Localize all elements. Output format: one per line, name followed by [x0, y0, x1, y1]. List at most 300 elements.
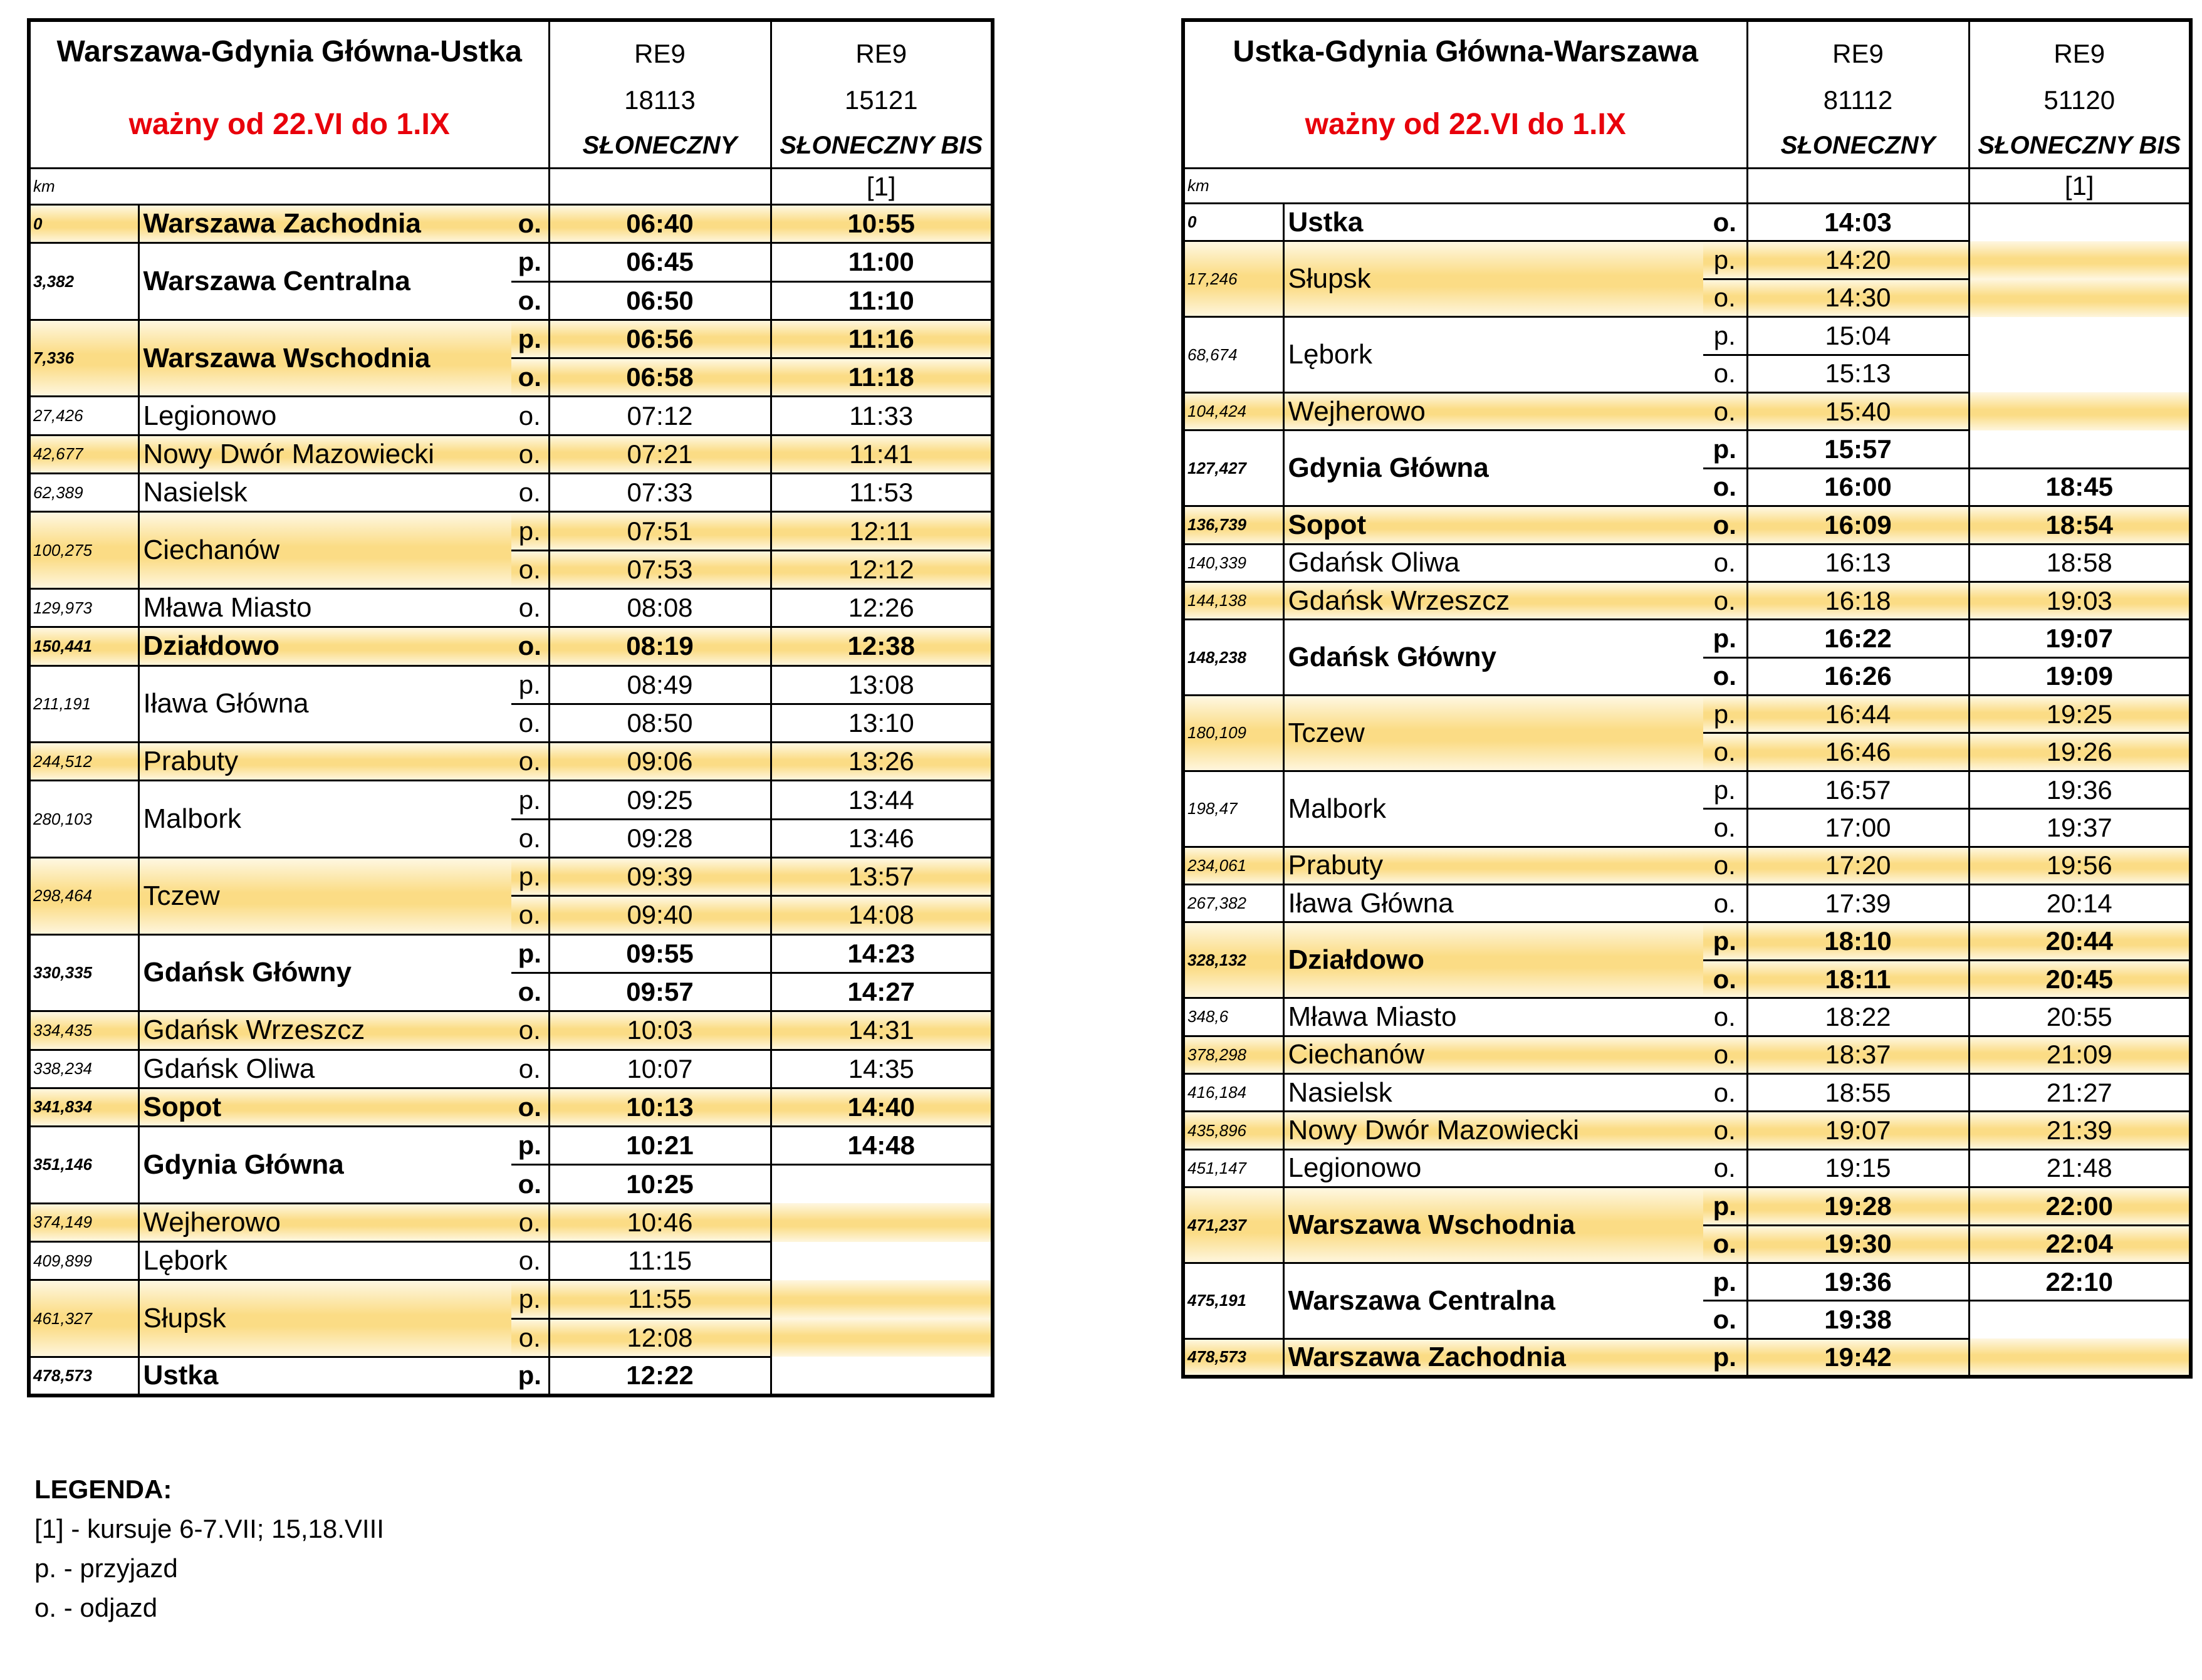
time-train-2: 21:27	[1969, 1073, 2191, 1111]
arrival-departure-mark: o.	[511, 550, 549, 588]
arrival-departure-mark: o.	[511, 1318, 549, 1357]
table-row	[1183, 1112, 2191, 1149]
station-name: Warszawa Wschodnia	[138, 320, 511, 397]
time-train-2: 19:36	[1969, 771, 2191, 808]
arrival-departure-mark: o.	[511, 358, 549, 397]
table-row	[29, 665, 993, 704]
time-train-1: 14:20	[1747, 241, 1969, 279]
time-train-2: 12:38	[771, 627, 993, 665]
time-train-1: 09:55	[549, 934, 771, 973]
km-value: 140,339	[1183, 544, 1283, 582]
arrival-departure-mark: p.	[1703, 1187, 1747, 1225]
arrival-departure-mark: o.	[1703, 809, 1747, 847]
station-name: Wejherowo	[138, 1203, 511, 1241]
time-train-1: 10:07	[549, 1050, 771, 1088]
table-row	[29, 320, 993, 358]
time-train-1: 09:40	[549, 896, 771, 934]
km-value: 435,896	[1183, 1112, 1283, 1149]
train-category: RE9	[855, 39, 907, 68]
time-train-1: 19:36	[1747, 1263, 1969, 1300]
train-header	[549, 20, 771, 169]
time-train-2: 14:35	[771, 1050, 993, 1088]
station-name: Mława Miasto	[1283, 998, 1703, 1036]
arrival-departure-mark: o.	[1703, 1301, 1747, 1338]
station-name: Ciechanów	[138, 512, 511, 589]
time-train-2: 22:00	[1969, 1187, 2191, 1225]
time-train-1: 12:08	[549, 1318, 771, 1357]
arrival-departure-mark: o.	[1703, 468, 1747, 506]
time-train-1: 11:15	[549, 1242, 771, 1280]
table-row	[1183, 998, 2191, 1036]
station-name: Warszawa Wschodnia	[1283, 1187, 1703, 1263]
km-value: 0	[1183, 204, 1283, 241]
time-train-1: 08:49	[549, 665, 771, 704]
station-name: Sopot	[1283, 506, 1703, 544]
time-train-1: 07:12	[549, 397, 771, 435]
table-row	[1183, 1338, 2191, 1376]
time-train-1: 14:30	[1747, 279, 1969, 316]
table-row	[1183, 430, 2191, 468]
time-train-1: 15:40	[1747, 392, 1969, 430]
arrival-departure-mark: o.	[511, 1165, 549, 1203]
train-note	[1747, 169, 1969, 204]
station-name: Ustka	[138, 1357, 511, 1395]
time-train-1: 19:15	[1747, 1149, 1969, 1187]
time-train-2: 21:09	[1969, 1036, 2191, 1073]
table-row	[1183, 317, 2191, 355]
arrival-departure-mark: o.	[511, 1203, 549, 1241]
time-train-1: 07:21	[549, 435, 771, 473]
time-train-1: 16:26	[1747, 657, 1969, 695]
station-name: Legionowo	[138, 397, 511, 435]
time-train-2: 12:11	[771, 512, 993, 550]
train-category: RE9	[2053, 39, 2105, 68]
validity-note: ważny od 22.VI do 1.IX	[1305, 108, 1626, 141]
time-train-2	[1969, 279, 2191, 316]
km-value: 0	[29, 205, 138, 243]
time-train-2: 13:26	[771, 743, 993, 781]
km-value: 267,382	[1183, 885, 1283, 922]
title-cell	[1183, 20, 1747, 169]
train-name: SŁONECZNY	[1780, 132, 1936, 159]
table-row	[29, 1280, 993, 1318]
station-name: Warszawa Zachodnia	[1283, 1338, 1703, 1376]
time-train-2: 11:18	[771, 358, 993, 397]
arrival-departure-mark: o.	[511, 1050, 549, 1088]
table-row	[1183, 582, 2191, 619]
train-header	[1969, 20, 2191, 169]
arrival-departure-mark: o.	[1703, 1149, 1747, 1187]
km-value: 7,336	[29, 320, 138, 397]
station-name: Ustka	[1283, 204, 1703, 241]
arrival-departure-mark: p.	[1703, 241, 1747, 279]
time-train-2	[771, 1203, 993, 1241]
time-train-1: 06:56	[549, 320, 771, 358]
table-row	[1183, 392, 2191, 430]
time-train-1: 17:39	[1747, 885, 1969, 922]
km-value: 148,238	[1183, 620, 1283, 696]
time-train-2: 18:54	[1969, 506, 2191, 544]
table-row	[29, 934, 993, 973]
km-value: 409,899	[29, 1242, 138, 1280]
table-row	[29, 205, 993, 243]
table-row	[29, 858, 993, 896]
km-value: 62,389	[29, 474, 138, 512]
table-row	[29, 1088, 993, 1126]
time-train-1: 16:13	[1747, 544, 1969, 582]
arrival-departure-mark: o.	[1703, 204, 1747, 241]
km-value: 348,6	[1183, 998, 1283, 1036]
arrival-departure-mark: o.	[1703, 582, 1747, 619]
table-row	[29, 588, 993, 627]
station-name: Gdańsk Oliwa	[138, 1050, 511, 1088]
legend	[34, 1469, 384, 1627]
station-name: Warszawa Centralna	[138, 243, 511, 320]
station-name: Prabuty	[138, 743, 511, 781]
arrival-departure-mark: o.	[1703, 1225, 1747, 1263]
time-train-2: 13:10	[771, 704, 993, 742]
km-value: 328,132	[1183, 922, 1283, 998]
time-train-1: 15:57	[1747, 430, 1969, 468]
time-train-1: 06:50	[549, 281, 771, 320]
time-train-2: 19:09	[1969, 657, 2191, 695]
km-value: 68,674	[1183, 317, 1283, 393]
arrival-departure-mark: o.	[1703, 733, 1747, 771]
time-train-2: 11:16	[771, 320, 993, 358]
station-name: Warszawa Zachodnia	[138, 205, 511, 243]
arrival-departure-mark: p.	[511, 243, 549, 281]
table-row	[29, 1242, 993, 1280]
km-value: 471,237	[1183, 1187, 1283, 1263]
time-train-1: 09:28	[549, 819, 771, 857]
legend-item: p. - przyjazd	[34, 1553, 178, 1583]
station-name: Gdynia Główna	[138, 1127, 511, 1204]
time-train-2	[1969, 1301, 2191, 1338]
arrival-departure-mark: o.	[1703, 1036, 1747, 1073]
table-row	[1183, 506, 2191, 544]
time-train-2: 19:26	[1969, 733, 2191, 771]
arrival-departure-mark: o.	[1703, 544, 1747, 582]
time-train-2: 13:08	[771, 665, 993, 704]
time-train-1: 14:03	[1747, 204, 1969, 241]
arrival-departure-mark: o.	[1703, 960, 1747, 998]
train-category: RE9	[634, 39, 686, 68]
time-train-2	[1969, 317, 2191, 355]
time-train-1: 09:57	[549, 973, 771, 1011]
arrival-departure-mark: p.	[1703, 696, 1747, 733]
time-train-2: 14:40	[771, 1088, 993, 1126]
arrival-departure-mark: p.	[511, 512, 549, 550]
time-train-2: 22:04	[1969, 1225, 2191, 1263]
time-train-1: 19:28	[1747, 1187, 1969, 1225]
train-name: SŁONECZNY BIS	[1978, 132, 2181, 159]
km-value: 478,573	[29, 1357, 138, 1395]
station-name: Słupsk	[138, 1280, 511, 1357]
station-name: Słupsk	[1283, 241, 1703, 317]
time-train-2: 20:45	[1969, 960, 2191, 998]
table-row	[1183, 620, 2191, 657]
table-row	[29, 474, 993, 512]
time-train-1: 10:03	[549, 1011, 771, 1050]
train-number: 81112	[1823, 85, 1893, 115]
station-name: Warszawa Centralna	[1283, 1263, 1703, 1338]
time-train-2	[1969, 355, 2191, 392]
km-value: 341,834	[29, 1088, 138, 1126]
arrival-departure-mark: o.	[1703, 392, 1747, 430]
time-train-1: 10:46	[549, 1203, 771, 1241]
km-label: km	[1183, 169, 1747, 204]
table-row	[29, 1357, 993, 1395]
arrival-departure-mark: o.	[511, 896, 549, 934]
timetable-title: Ustka-Gdynia Główna-Warszawa	[1233, 35, 1698, 68]
time-train-1: 09:39	[549, 858, 771, 896]
time-train-1: 16:57	[1747, 771, 1969, 808]
time-train-1: 19:07	[1747, 1112, 1969, 1149]
km-value: 280,103	[29, 781, 138, 858]
station-name: Lębork	[1283, 317, 1703, 393]
arrival-departure-mark: p.	[511, 1127, 549, 1165]
km-value: 42,677	[29, 435, 138, 473]
km-value: 127,427	[1183, 430, 1283, 506]
arrival-departure-mark: o.	[511, 704, 549, 742]
time-train-2: 19:03	[1969, 582, 2191, 619]
time-train-1: 16:44	[1747, 696, 1969, 733]
arrival-departure-mark: o.	[1703, 885, 1747, 922]
arrival-departure-mark: o.	[1703, 1112, 1747, 1149]
station-name: Działdowo	[1283, 922, 1703, 998]
km-value: 475,191	[1183, 1263, 1283, 1338]
arrival-departure-mark: o.	[511, 1242, 549, 1280]
km-value: 338,234	[29, 1050, 138, 1088]
time-train-1: 17:20	[1747, 847, 1969, 884]
arrival-departure-mark: p.	[511, 1357, 549, 1395]
km-value: 478,573	[1183, 1338, 1283, 1376]
table-row	[1183, 1187, 2191, 1225]
station-name: Sopot	[138, 1088, 511, 1126]
table-row	[1183, 1149, 2191, 1187]
time-train-2: 20:44	[1969, 922, 2191, 960]
station-name: Malbork	[138, 781, 511, 858]
time-train-1: 10:25	[549, 1165, 771, 1203]
km-value: 330,335	[29, 934, 138, 1011]
time-train-2: 14:48	[771, 1127, 993, 1165]
arrival-departure-mark: o.	[1703, 847, 1747, 884]
time-train-2: 19:25	[1969, 696, 2191, 733]
timetable-title: Warszawa-Gdynia Główna-Ustka	[56, 35, 522, 68]
time-train-2	[771, 1165, 993, 1203]
km-value: 129,973	[29, 588, 138, 627]
train-note	[549, 169, 771, 205]
arrival-departure-mark: o.	[511, 281, 549, 320]
table-row	[1183, 241, 2191, 279]
km-value: 17,246	[1183, 241, 1283, 317]
time-train-2: 11:33	[771, 397, 993, 435]
time-train-2	[1969, 392, 2191, 430]
station-name: Tczew	[1283, 696, 1703, 771]
km-value: 378,298	[1183, 1036, 1283, 1073]
table-row	[29, 743, 993, 781]
timetable-ustka-warszawa	[1181, 18, 2193, 1379]
time-train-1: 16:00	[1747, 468, 1969, 506]
table-row	[29, 397, 993, 435]
time-train-1: 18:37	[1747, 1036, 1969, 1073]
arrival-departure-mark: o.	[511, 627, 549, 665]
train-note: [1]	[1969, 169, 2191, 204]
validity-note: ważny od 22.VI do 1.IX	[128, 108, 450, 141]
arrival-departure-mark: o.	[511, 973, 549, 1011]
time-train-1: 10:13	[549, 1088, 771, 1126]
time-train-2: 21:48	[1969, 1149, 2191, 1187]
header-row	[1183, 20, 2191, 169]
arrival-departure-mark: p.	[1703, 922, 1747, 960]
station-name: Nasielsk	[138, 474, 511, 512]
table-row	[29, 1050, 993, 1088]
station-name: Wejherowo	[1283, 392, 1703, 430]
station-name: Gdańsk Główny	[138, 934, 511, 1011]
arrival-departure-mark: o.	[1703, 355, 1747, 392]
arrival-departure-mark: o.	[511, 1011, 549, 1050]
table-row	[29, 435, 993, 473]
km-value: 234,061	[1183, 847, 1283, 884]
time-train-2: 22:10	[1969, 1263, 2191, 1300]
time-train-1: 08:08	[549, 588, 771, 627]
station-name: Lębork	[138, 1242, 511, 1280]
time-train-1: 16:22	[1747, 620, 1969, 657]
time-train-1: 10:21	[549, 1127, 771, 1165]
time-train-1: 18:22	[1747, 998, 1969, 1036]
station-name: Gdańsk Główny	[1283, 620, 1703, 696]
time-train-1: 11:55	[549, 1280, 771, 1318]
table-row	[1183, 1073, 2191, 1111]
legend-title: LEGENDA:	[34, 1474, 172, 1504]
arrival-departure-mark: p.	[1703, 317, 1747, 355]
km-value: 451,147	[1183, 1149, 1283, 1187]
time-train-2: 19:37	[1969, 809, 2191, 847]
time-train-1: 06:40	[549, 205, 771, 243]
table-row	[1183, 1263, 2191, 1300]
station-name: Iława Główna	[138, 665, 511, 743]
time-train-2: 14:23	[771, 934, 993, 973]
arrival-departure-mark: o.	[1703, 998, 1747, 1036]
time-train-1: 07:53	[549, 550, 771, 588]
arrival-departure-mark: o.	[511, 474, 549, 512]
km-value: 461,327	[29, 1280, 138, 1357]
station-name: Iława Główna	[1283, 885, 1703, 922]
table-row	[1183, 696, 2191, 733]
time-train-2: 12:12	[771, 550, 993, 588]
arrival-departure-mark: o.	[511, 819, 549, 857]
legend-item: [1] - kursuje 6-7.VII; 15,18.VIII	[34, 1514, 384, 1543]
arrival-departure-mark: p.	[511, 934, 549, 973]
legend-item: o. - odjazd	[34, 1593, 158, 1622]
station-name: Nowy Dwór Mazowiecki	[1283, 1112, 1703, 1149]
km-value: 198,47	[1183, 771, 1283, 847]
time-train-2: 20:55	[1969, 998, 2191, 1036]
time-train-2	[1969, 204, 2191, 241]
time-train-1: 19:42	[1747, 1338, 1969, 1376]
timetable-warszawa-ustka	[27, 18, 994, 1397]
time-train-1: 09:25	[549, 781, 771, 819]
table-row	[1183, 204, 2191, 241]
time-train-1: 06:58	[549, 358, 771, 397]
km-value: 180,109	[1183, 696, 1283, 771]
station-name: Gdynia Główna	[1283, 430, 1703, 506]
table-row	[29, 1203, 993, 1241]
arrival-departure-mark: o.	[1703, 1073, 1747, 1111]
station-name: Nasielsk	[1283, 1073, 1703, 1111]
station-name: Gdańsk Wrzeszcz	[138, 1011, 511, 1050]
time-train-2: 21:39	[1969, 1112, 2191, 1149]
time-train-1: 16:18	[1747, 582, 1969, 619]
train-number: 51120	[2043, 85, 2116, 115]
time-train-1: 07:51	[549, 512, 771, 550]
arrival-departure-mark: p.	[1703, 1263, 1747, 1300]
time-train-2: 11:41	[771, 435, 993, 473]
table-row	[29, 512, 993, 550]
table-row	[29, 1011, 993, 1050]
time-train-2: 14:08	[771, 896, 993, 934]
time-train-1: 16:46	[1747, 733, 1969, 771]
time-train-1: 07:33	[549, 474, 771, 512]
km-value: 3,382	[29, 243, 138, 320]
time-train-2: 20:14	[1969, 885, 2191, 922]
arrival-departure-mark: p.	[1703, 620, 1747, 657]
time-train-1: 06:45	[549, 243, 771, 281]
arrival-departure-mark: o.	[1703, 657, 1747, 695]
km-value: 244,512	[29, 743, 138, 781]
arrival-departure-mark: o.	[511, 397, 549, 435]
arrival-departure-mark: o.	[511, 743, 549, 781]
train-number: 15121	[844, 85, 918, 115]
table-row	[29, 1127, 993, 1165]
table-row	[1183, 885, 2191, 922]
arrival-departure-mark: o.	[511, 588, 549, 627]
km-label: km	[29, 169, 549, 205]
title-cell	[29, 20, 549, 169]
km-value: 334,435	[29, 1011, 138, 1050]
table-row	[1183, 922, 2191, 960]
km-value: 100,275	[29, 512, 138, 589]
time-train-2: 19:07	[1969, 620, 2191, 657]
km-value: 374,149	[29, 1203, 138, 1241]
train-name: SŁONECZNY BIS	[780, 132, 983, 159]
arrival-departure-mark: p.	[511, 781, 549, 819]
table-row	[1183, 847, 2191, 884]
time-train-2: 18:45	[1969, 468, 2191, 506]
time-train-1: 08:50	[549, 704, 771, 742]
time-train-2	[1969, 430, 2191, 468]
km-value: 27,426	[29, 397, 138, 435]
km-value: 211,191	[29, 665, 138, 743]
time-train-1: 08:19	[549, 627, 771, 665]
station-name: Ciechanów	[1283, 1036, 1703, 1073]
time-train-2	[771, 1318, 993, 1357]
time-train-2: 10:55	[771, 205, 993, 243]
time-train-2: 13:46	[771, 819, 993, 857]
header-row	[29, 20, 993, 169]
time-train-1: 15:04	[1747, 317, 1969, 355]
arrival-departure-mark: p.	[511, 665, 549, 704]
time-train-1: 12:22	[549, 1357, 771, 1395]
km-value: 416,184	[1183, 1073, 1283, 1111]
train-number: 18113	[624, 85, 696, 115]
arrival-departure-mark: o.	[511, 435, 549, 473]
station-name: Mława Miasto	[138, 588, 511, 627]
station-name: Tczew	[138, 858, 511, 935]
time-train-2	[1969, 241, 2191, 279]
table-row	[1183, 1036, 2191, 1073]
train-header	[1747, 20, 1969, 169]
